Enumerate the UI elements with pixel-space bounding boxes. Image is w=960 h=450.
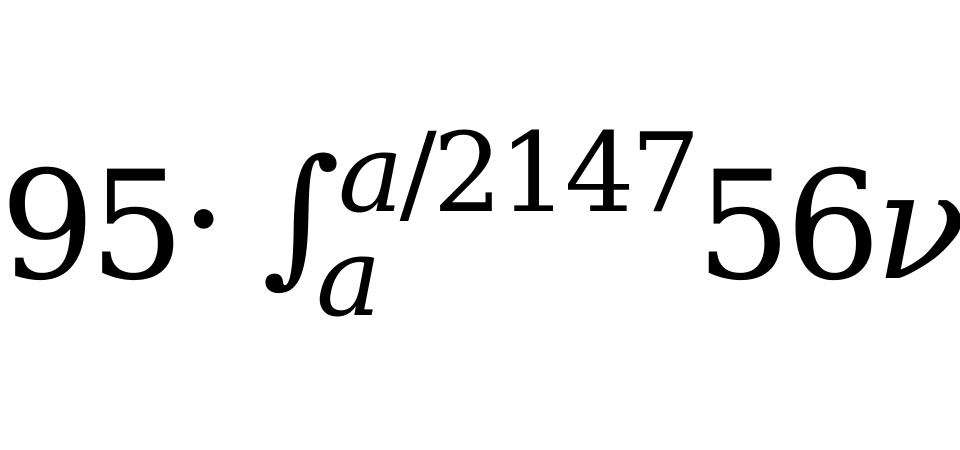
integrand bbox=[696, 140, 960, 314]
integral-sign: ∫ bbox=[262, 128, 341, 302]
integrand-symbol: ν bbox=[874, 140, 960, 314]
upper-limit-variable: a bbox=[338, 109, 400, 237]
upper-limit-divisor: /2147 bbox=[399, 109, 697, 237]
integrand-number: 56 bbox=[696, 140, 875, 314]
lower-limit: a bbox=[316, 213, 382, 341]
multiplication-dot: · bbox=[180, 133, 228, 307]
upper-limit bbox=[338, 109, 697, 237]
coefficient: 95 bbox=[0, 140, 179, 314]
